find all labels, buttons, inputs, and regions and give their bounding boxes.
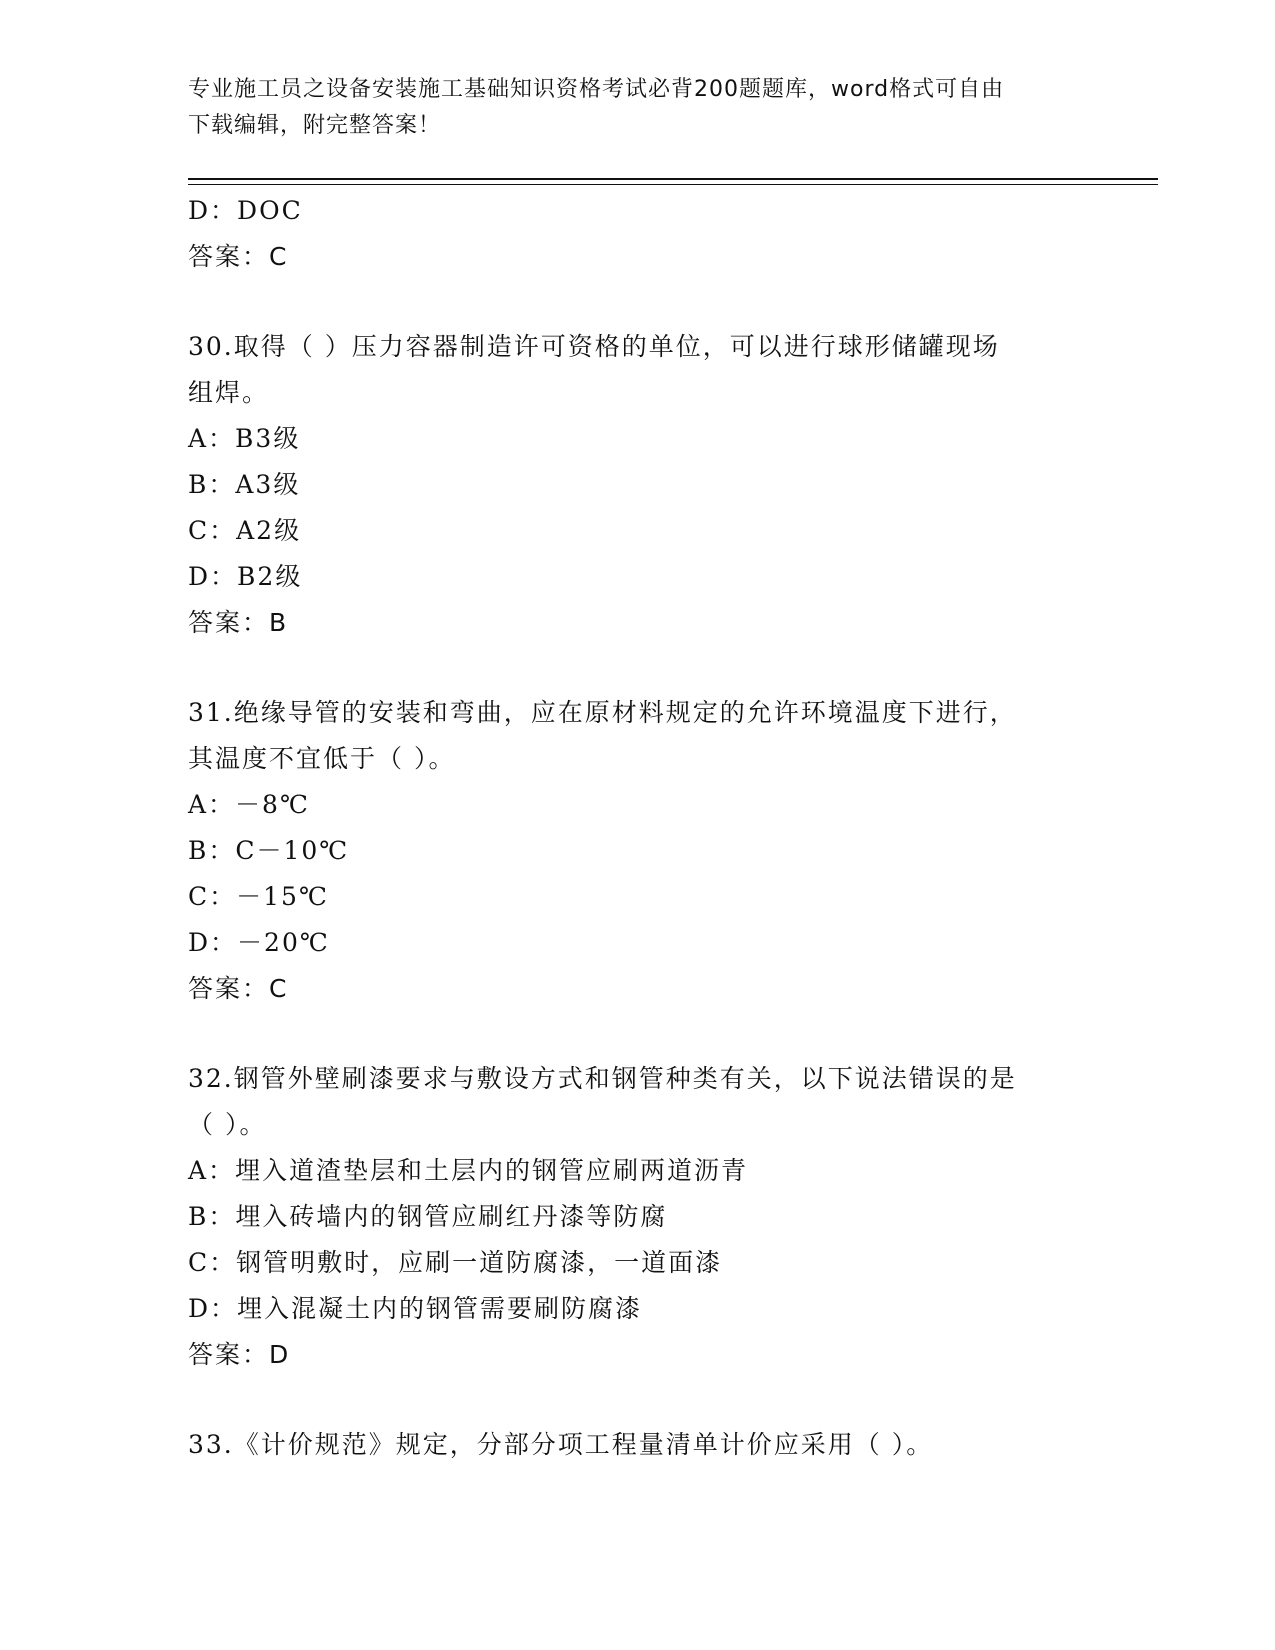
answer: 答案：C [188,974,289,1003]
option-a: A：－8℃ [188,790,310,819]
header-title-line-1: 专业施工员之设备安装施工基础知识资格考试必背200题题库，word格式可自由 [188,77,1005,102]
question-32 [188,1056,1088,1378]
option-d: D：B2级 [188,562,303,591]
prev-answer: 答案：C [188,242,289,271]
question-stem: 33.《计价规范》规定，分部分项工程量清单计价应采用（ ）。 [188,1430,934,1459]
option-d: D：埋入混凝土内的钢管需要刷防腐漆 [188,1294,643,1323]
option-a: A：埋入道渣垫层和土层内的钢管应刷两道沥青 [188,1156,749,1185]
question-30 [188,324,1088,646]
question-stem: 31.绝缘导管的安装和弯曲，应在原材料规定的允许环境温度下进行， [188,698,1017,727]
question-list [188,188,1088,1468]
option-c: C：A2级 [188,516,302,545]
question-stem: 32.钢管外壁刷漆要求与敷设方式和钢管种类有关，以下说法错误的是 [188,1064,1017,1093]
question-stem: 30.取得（ ）压力容器制造许可资格的单位，可以进行球形储罐现场 [188,332,1000,361]
header-divider-thin [188,184,1158,185]
option-b: B：A3级 [188,470,301,499]
option-a: A：B3级 [188,424,301,453]
header-title-line-2: 下载编辑，附完整答案！ [188,113,442,138]
document-header [188,72,1088,144]
prev-option-d: D：DOC [188,196,303,225]
option-b: B：C－10℃ [188,836,350,865]
question-stem-cont: 其温度不宜低于（ ）。 [188,744,456,773]
question-stem-cont: （ ）。 [188,1110,267,1139]
answer: 答案：B [188,608,289,637]
answer: 答案：D [188,1340,291,1369]
question-stem-cont: 组焊。 [188,378,270,407]
option-b: B：埋入砖墙内的钢管应刷红丹漆等防腐 [188,1202,668,1231]
option-c: C：钢管明敷时，应刷一道防腐漆，一道面漆 [188,1248,723,1277]
option-c: C：－15℃ [188,882,329,911]
header-divider-thick [188,178,1158,180]
question-33 [188,1422,1088,1468]
question-31 [188,690,1088,1012]
option-d: D：－20℃ [188,928,330,957]
